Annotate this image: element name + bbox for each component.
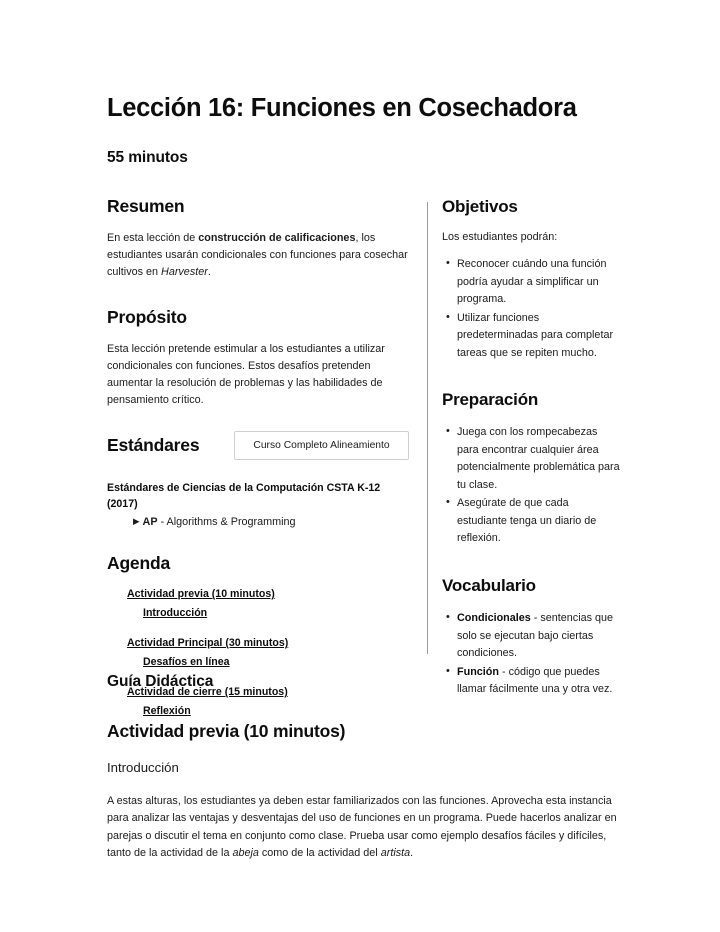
column-divider <box>427 202 428 654</box>
vocabulary-term: Función <box>457 665 499 678</box>
standard-code: AP <box>142 515 158 528</box>
proposito-text: Esta lección pretende estimular a los estudiantes a utilizar condicionales con funciones. Estos desafíos pretenden aumentar la resolución de problemas y las habilidades de pensamiento crítico. <box>107 342 385 407</box>
list-item: • Utilizar funciones predeterminadas para completar tareas que se repiten mucho. <box>457 310 620 362</box>
agenda-link-actividad-principal[interactable]: Actividad Principal (30 minutos) <box>127 637 289 650</box>
agenda-group <box>107 634 412 671</box>
list-item: • Juega con los rompecabezas para encontrar cualquier área potencialmente problemática para tu clase. <box>457 424 620 494</box>
introduccion-paragraph <box>107 793 623 863</box>
agenda-link-actividad-previa[interactable]: Actividad previa (10 minutos) <box>127 588 275 601</box>
estandares-heading: Estándares <box>107 435 200 456</box>
objetivos-list <box>442 256 620 362</box>
paragraph-italic-abeja: abeja <box>232 847 259 860</box>
resumen-text-middle: , los estudiantes usarán condicionales con funciones para cosechar cultivos en <box>107 231 408 278</box>
proposito-heading: Propósito <box>107 307 187 328</box>
disclosure-triangle-icon[interactable]: ▶ <box>133 515 140 526</box>
vocabulary-definition: - sentencias que solo se ejecutan bajo ciertas condiciones. <box>457 612 614 660</box>
resumen-text-bold: construcción de calificaciones <box>198 231 356 244</box>
curso-completo-alineamiento-button[interactable]: Curso Completo Alineamiento <box>234 431 409 460</box>
vocabulary-term: Condicionales <box>457 612 531 625</box>
paragraph-part-1: A estas alturas, los estudiantes ya deben estar familiarizados con las funciones. Aprovecha esta instancia para analizar las ventajas y desventajas del uso de funciones en un programa. Puede hacerlos analizar en parejas o discutir el tema en conjunto como clase. Prueba usar como ejemplo desafíos fáciles y difíciles, tanto de la actividad de la <box>107 795 617 860</box>
teaching-guide-section <box>107 673 623 863</box>
page-title: Lección 16: Funciones en Cosechadora <box>107 94 577 122</box>
resumen-text-before: En esta lección de <box>107 231 199 244</box>
lesson-duration: 55 minutos <box>107 148 188 166</box>
actividad-previa-heading: Actividad previa (10 minutos) <box>107 721 346 741</box>
list-item: • Asegúrate de que cada estudiante tenga un diario de reflexión. <box>457 495 620 547</box>
agenda-link-actividad-de-cierre[interactable]: Actividad de cierre (15 minutos) <box>127 686 288 699</box>
preparacion-list <box>442 424 620 547</box>
vocabulary-definition: - código que puedes llamar fácilmente una y otra vez. <box>457 665 613 696</box>
standard-label: Algorithms & Programming <box>166 515 296 528</box>
agenda-link-introduccion[interactable]: Introducción <box>143 606 208 619</box>
list-item <box>457 610 620 662</box>
preparacion-heading: Preparación <box>442 390 539 410</box>
agenda-link-desafios-en-linea[interactable]: Desafíos en línea <box>143 655 230 668</box>
resumen-heading: Resumen <box>107 196 185 216</box>
standard-separator: - <box>157 515 167 528</box>
agenda-heading: Agenda <box>107 553 170 574</box>
standards-framework-label: Estándares de Ciencias de la Computación CSTA K-12 (2017) <box>107 482 381 510</box>
vocabulario-heading: Vocabulario <box>442 575 536 595</box>
paragraph-part-3: . <box>410 847 414 860</box>
lesson-header <box>107 93 627 167</box>
standard-item-ap[interactable] <box>107 513 412 531</box>
overview-left-column <box>107 196 412 720</box>
paragraph-part-2: como de la actividad del <box>258 847 381 860</box>
objetivos-intro: Los estudiantes podrán: <box>442 231 558 244</box>
resumen-text <box>107 230 412 281</box>
resumen-text-italic: Harvester <box>161 265 208 278</box>
list-item: • Reconocer cuándo una función podría ayudar a simplificar un programa. <box>457 256 620 308</box>
introduccion-subheading: Introducción <box>107 760 179 775</box>
agenda-group <box>107 585 412 622</box>
paragraph-italic-artista: artista <box>380 847 411 860</box>
estandares-header-row <box>107 435 412 469</box>
overview-right-column <box>442 196 620 700</box>
guia-didactica-heading: Guía Didáctica <box>107 673 214 690</box>
resumen-text-after: . <box>207 265 211 278</box>
objetivos-heading: Objetivos <box>442 197 518 216</box>
agenda-link-reflexion[interactable]: Reflexión <box>143 704 191 717</box>
